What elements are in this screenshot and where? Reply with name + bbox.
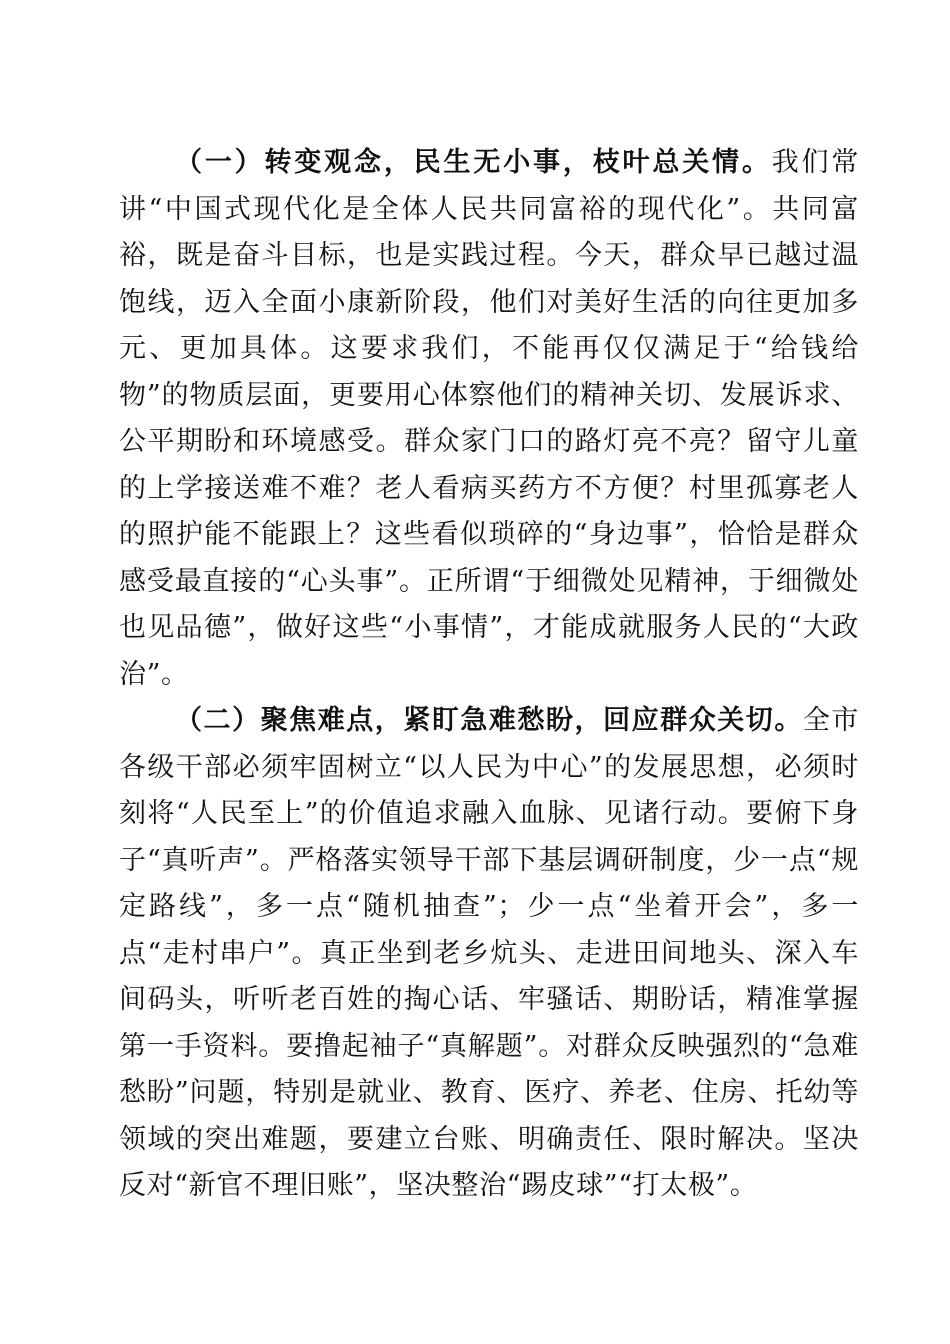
document-body <box>119 140 859 1210</box>
paragraph-2 <box>119 698 859 1210</box>
paragraph-1 <box>119 140 859 698</box>
paragraph-2-body: 全市各级干部必须牢固树立“以人民为中心”的发展思想，必须时刻将“人民至上”的价值追求融入血脉、见诸行动。要俯下身子“真听声”。严格落实领导干部下基层调研制度，少一点“规定路线”，多一点“随机抽查”；少一点“坐着开会”，多一点“走村串户”。真正坐到老乡炕头、走进田间地头、深入车间码头，听听老百姓的掏心话、牢骚话、期盼话，精准掌握第一手资料。要撸起袖子“真解题”。对群众反映强烈的“急难愁盼”问题，特别是就业、教育、医疗、养老、住房、托幼等领域的突出难题，要建立台账、明确责任、限时解决。坚决反对“新官不理旧账”，坚决整治“踢皮球”“打太极”。 <box>119 705 859 1201</box>
paragraph-1-heading: （一）转变观念，民生无小事，枝叶总关情。 <box>175 147 772 178</box>
paragraph-1-body: 我们常讲“中国式现代化是全体人民共同富裕的现代化”。共同富裕，既是奋斗目标，也是实践过程。今天，群众早已越过温饱线，迈入全面小康新阶段，他们对美好生活的向往更加多元、更加具体。这要求我们，不能再仅仅满足于“给钱给物”的物质层面，更要用心体察他们的精神关切、发展诉求、公平期盼和环境感受。群众家门口的路灯亮不亮？留守儿童的上学接送难不难？老人看病买药方不方便？村里孤寡老人的照护能不能跟上？这些看似琐碎的“身边事”，恰恰是群众感受最直接的“心头事”。正所谓“于细微处见精神，于细微处也见品德”，做好这些“小事情”，才能成就服务人民的“大政治”。 <box>119 147 859 690</box>
paragraph-2-heading: （二）聚焦难点，紧盯急难愁盼，回应群众关切。 <box>175 705 803 736</box>
